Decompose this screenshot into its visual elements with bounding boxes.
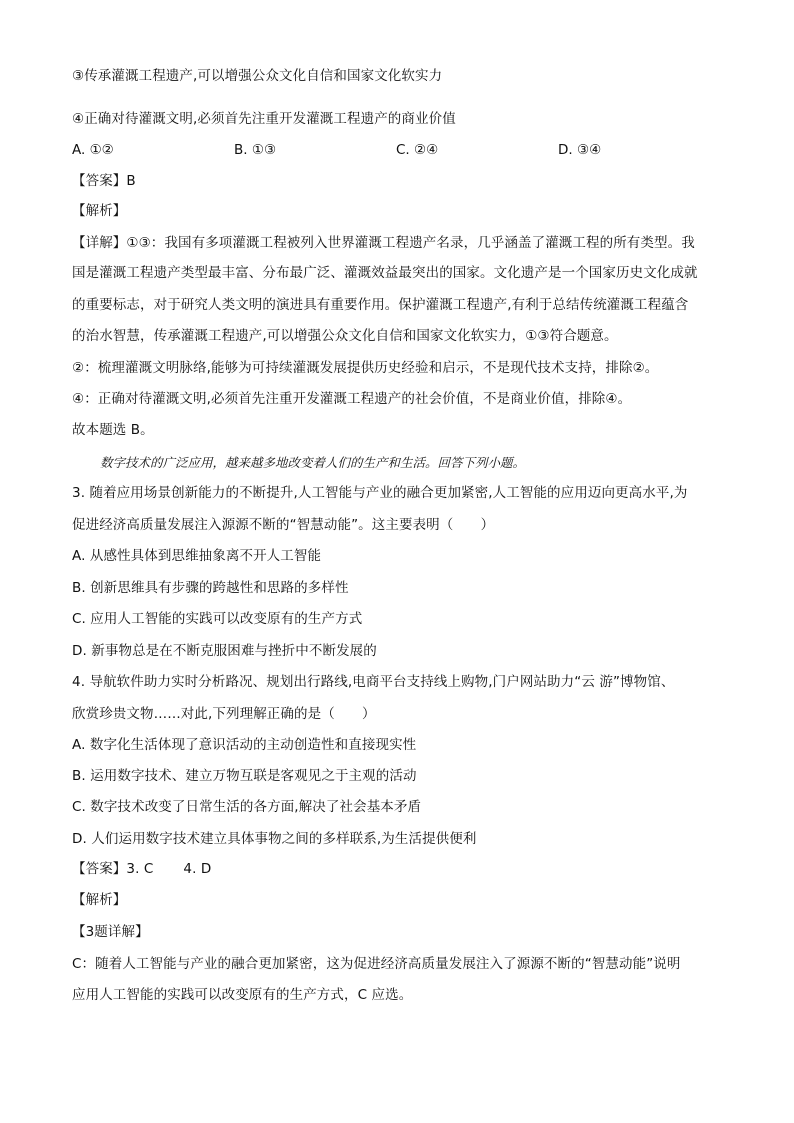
question-4-line-2: 欣赏珍贵文物……对此,下列理解正确的是（ ）: [72, 706, 376, 722]
detail-line-7: 故本题选 B。: [72, 422, 154, 438]
question-3-option-c: C. 应用人工智能的实践可以改变原有的生产方式: [72, 611, 363, 627]
detail-line-2: 国是灌溉工程遗产类型最丰富、分布最广泛、灌溉效益最突出的国家。文化遗产是一个国家历史文化成就: [72, 265, 698, 281]
choice-c: C. ②④: [396, 142, 439, 158]
analysis-label-2: 【解析】: [72, 892, 127, 908]
answer-value-4: 4. D: [183, 861, 212, 877]
option-item-4: ④正确对待灌溉文明,必须首先注重开发灌溉工程遗产的商业价值: [72, 111, 456, 127]
section-stem: 数字技术的广泛应用，越来越多地改变着人们的生产和生活。回答下列小题。: [100, 455, 526, 470]
detail-line-4: 的治水智慧，传承灌溉工程遗产,可以增强公众文化自信和国家文化软实力，①③符合题意。: [72, 328, 618, 344]
detail-line-5: ②：梳理灌溉文明脉络,能够为可持续灌溉发展提供历史经验和启示，不是现代技术支持，排除②。: [72, 360, 659, 376]
question-4-option-d: D. 人们运用数字技术建立具体事物之间的多样联系,为生活提供便利: [72, 831, 477, 847]
choice-b: B. ①③: [234, 142, 277, 158]
detail-line-3: 的重要标志，对于研究人类文明的演进具有重要作用。保护灌溉工程遗产,有利于总结传统灌溉工程蕴含: [72, 297, 689, 313]
question-3-option-b: B. 创新思维具有步骤的跨越性和思路的多样性: [72, 580, 349, 596]
detail-subheading-3: 【3题详解】: [72, 924, 149, 940]
answer-block-2: [72, 860, 211, 878]
question-3-option-d: D. 新事物总是在不断克服困难与挫折中不断发展的: [72, 643, 377, 659]
choice-a: A. ①②: [72, 142, 114, 158]
detail-3-line-2: 应用人工智能的实践可以改变原有的生产方式，C 应选。: [72, 987, 413, 1003]
analysis-label-1: 【解析】: [72, 203, 127, 219]
answer-value-3: 3. C: [126, 861, 154, 877]
question-3-line-1: 3. 随着应用场景创新能力的不断提升,人工智能与产业的融合更加紧密,人工智能的应用迈向更高水平,为: [72, 485, 688, 501]
question-4-option-a: A. 数字化生活体现了意识活动的主动创造性和直接现实性: [72, 737, 417, 753]
answer-value: B: [126, 173, 136, 189]
detail-line-1: 【详解】①③：我国有多项灌溉工程被列入世界灌溉工程遗产名录，几乎涵盖了灌溉工程的所有类型。我: [72, 235, 695, 251]
option-item-3: ③传承灌溉工程遗产,可以增强公众文化自信和国家文化软实力: [72, 68, 443, 84]
detail-line-6: ④：正确对待灌溉文明,必须首先注重开发灌溉工程遗产的社会价值，不是商业价值，排除④。: [72, 391, 632, 407]
question-3-option-a: A. 从感性具体到思维抽象离不开人工智能: [72, 548, 322, 564]
detail-3-line-1: C：随着人工智能与产业的融合更加紧密，这为促进经济高质量发展注入了源源不断的“智慧动能”说明: [72, 956, 681, 972]
question-4-option-c: C. 数字技术改变了日常生活的各方面,解决了社会基本矛盾: [72, 799, 422, 815]
answer-choices-row: [72, 141, 732, 159]
answer-block-1: [72, 172, 136, 190]
question-4-option-b: B. 运用数字技术、建立万物互联是客观见之于主观的活动: [72, 768, 417, 784]
question-3-line-2: 促进经济高质量发展注入源源不断的“智慧动能”。这主要表明（ ）: [72, 517, 495, 533]
answer-label: 【答案】: [72, 173, 127, 189]
choice-d: D. ③④: [558, 142, 602, 158]
answer-label: 【答案】: [72, 861, 127, 877]
question-4-line-1: 4. 导航软件助力实时分析路况、规划出行路线,电商平台支持线上购物,门户网站助力“云 游”博物馆、: [72, 674, 675, 690]
